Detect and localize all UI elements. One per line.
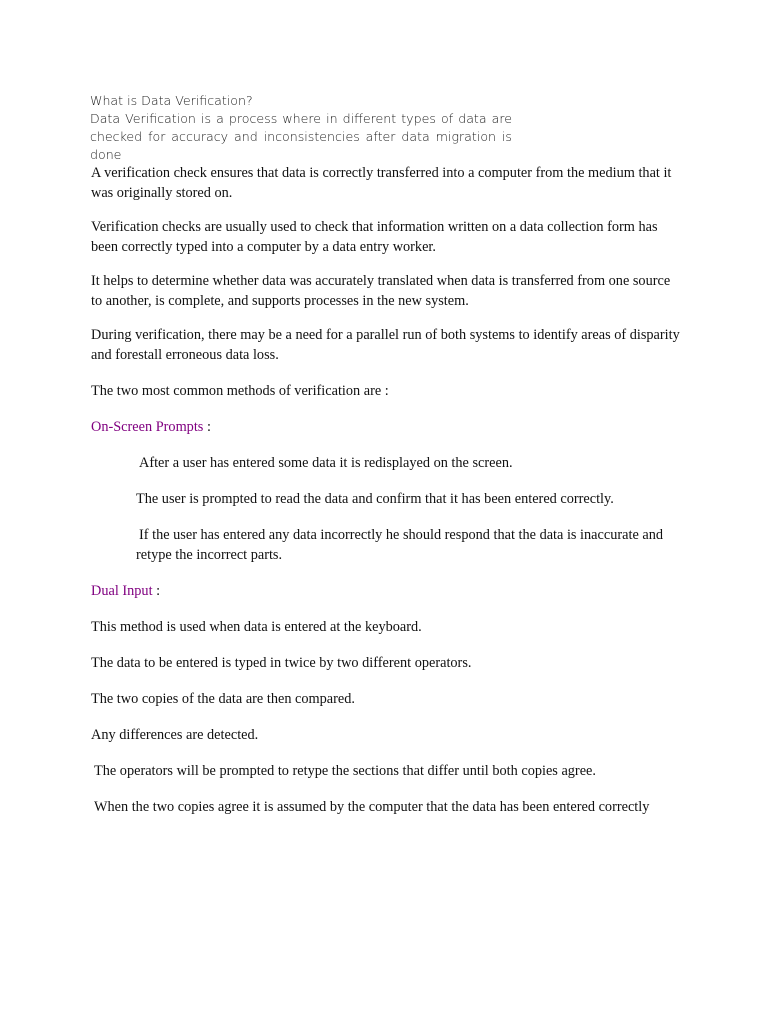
dual-input-colon: :: [152, 583, 161, 599]
on-screen-item: The user is prompted to read the data and confirm that it has been entered correctly.: [136, 491, 614, 507]
paragraph-verification-usage: Verification checks are usually used to check that information written on a data collection form has been correctly typed into a computer by a data entry worker.: [91, 219, 658, 255]
dual-input-title: Dual Input: [91, 583, 153, 599]
dual-input-item: This method is used when data is entered at the keyboard.: [91, 619, 422, 635]
paragraph-parallel-run: During verification, there may be a need for a parallel run of both systems to identify areas of disparity and forestall erroneous data loss.: [91, 327, 680, 363]
paragraph-translation: It helps to determine whether data was accurately translated when data is transferred from one source to another, is complete, and supports processes in the new system.: [91, 273, 671, 309]
dual-input-item: When the two copies agree it is assumed by the computer that the data has been entered correctly: [94, 799, 650, 815]
document-body: [91, 163, 681, 817]
on-screen-prompts-title: On-Screen Prompts: [91, 419, 204, 435]
dual-input-item: The operators will be prompted to retype the sections that differ until both copies agree.: [94, 763, 596, 779]
dual-input-item: The two copies of the data are then compared.: [91, 691, 355, 707]
definition-text: Data Verification is a process where in different types of data are checked for accuracy and inconsistencies after data migration is done: [90, 111, 512, 162]
on-screen-item: If the user has entered any data incorrectly he should respond that the data is inaccurate and retype the incorrect parts.: [136, 527, 664, 563]
paragraph-methods-intro: The two most common methods of verification are :: [91, 383, 389, 399]
dual-input-item: Any differences are detected.: [91, 727, 259, 743]
dual-input-heading: [91, 581, 681, 601]
on-screen-item: After a user has entered some data it is redisplayed on the screen.: [139, 455, 513, 471]
intro-heading-block: [90, 92, 512, 164]
question-heading: What is Data Verification?: [90, 93, 253, 108]
dual-input-item: The data to be entered is typed in twice by two different operators.: [91, 655, 472, 671]
on-screen-prompts-heading: [91, 417, 681, 437]
paragraph-verification-check: A verification check ensures that data is correctly transferred into a computer from the medium that it was originally stored on.: [91, 165, 672, 201]
on-screen-prompts-colon: :: [203, 419, 211, 435]
